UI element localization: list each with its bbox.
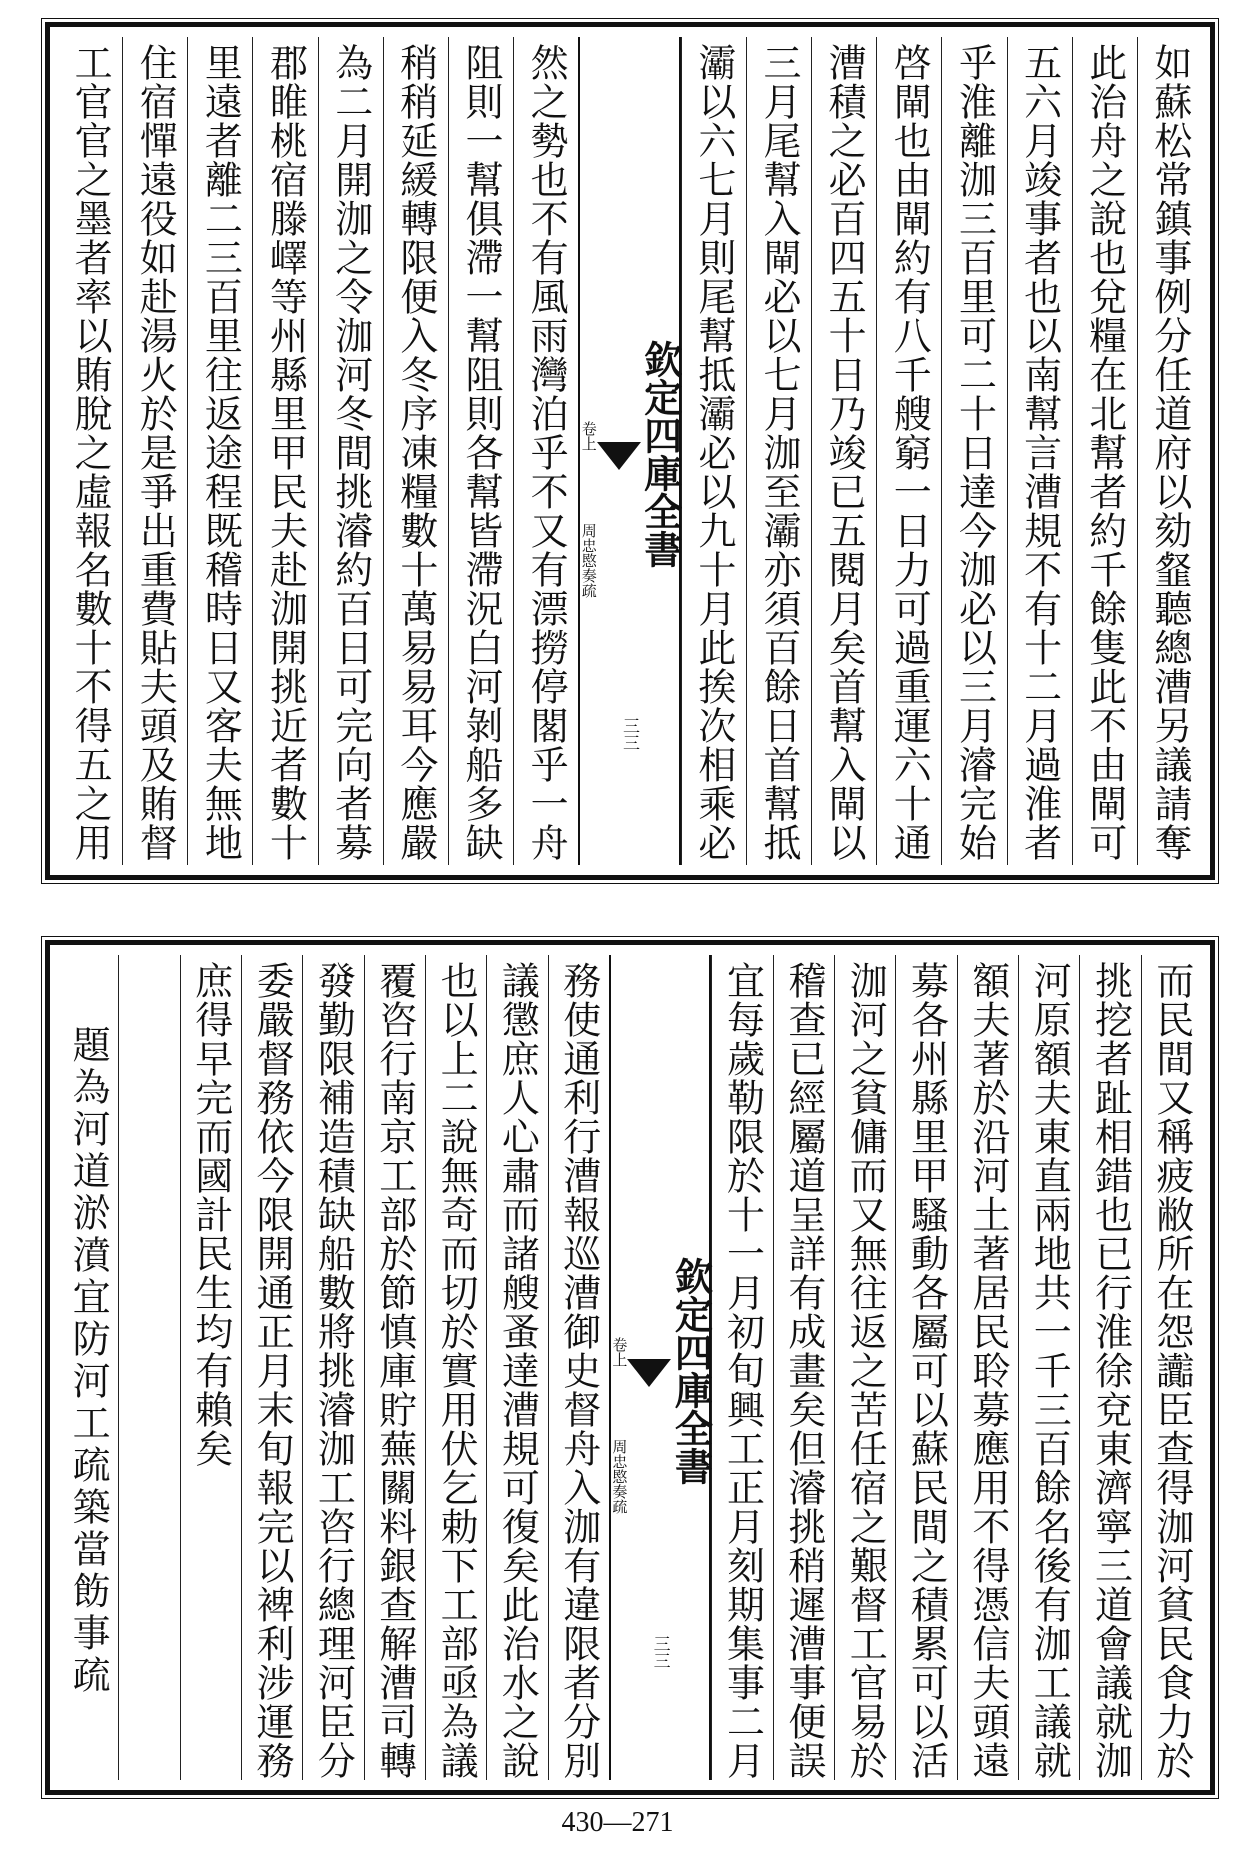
text-column: 里遠者離二三百里往返途程既稽時日又客夫無地 (187, 37, 252, 865)
text-column: 泇河之貧傭而又無往返之苦任宿之艱督工官易於 (834, 955, 895, 1780)
book-caption (580, 311, 597, 598)
text-column: 務使通利行漕報巡漕御史督舟入泇有違限者分別 (548, 955, 609, 1780)
page-number: 三三 (619, 717, 639, 751)
page-number: 三三 (649, 1635, 670, 1669)
book-name: 周忠愍奏疏 (579, 522, 598, 598)
text-column: 額夫著於沿河土著居民聆募應用不得憑信夫頭遠 (957, 955, 1018, 1780)
text-column: 漕積之必百四五十日乃竣已五閱月矣首幫入閘以 (811, 37, 876, 865)
text-column: 工官官之墨者率以賄脫之虛報名數十不得五之用 (68, 43, 113, 862)
text-column: 挑挖者趾相錯也已行淮徐兗東濟寧三道會議就泇 (1079, 955, 1140, 1780)
text-column: 發勤限補造積缺船數將挑濬泇工咨行總理河臣分 (302, 955, 363, 1780)
text-column: 如蘇松常鎮事例分任道府以劾韰聽總漕另議請奪 (1137, 37, 1202, 865)
text-column: 覆咨行南京工部於節慎庫貯蕪關料銀查解漕司轉 (364, 955, 425, 1780)
text-column: 乎淮離泇三百里可二十日達今泇必以三月濬完始 (941, 37, 1006, 865)
fish-tail-mark (597, 442, 641, 470)
text-column: 稍稍延緩轉限便入冬序凍糧數十萬易易耳今應嚴 (383, 37, 448, 865)
memorial-title-column: 題為河道淤濆宜防河工疏築當飭事疏 (66, 1025, 111, 1697)
text-column (118, 955, 179, 1780)
text-column: 阻則一幫俱滯一幫阻則各幫皆滯況白河剝船多缺 (448, 37, 513, 865)
text-column: 為二月開泇之令泇河冬間挑濬約百日可完向者募 (318, 37, 383, 865)
text-column: 而民間又稱疲敝所在怨讟臣查得泇河貧民食力於 (1141, 955, 1202, 1780)
text-column: 住宿憚遠役如赴湯火於是爭出重費貼夫頭及賄督 (122, 37, 187, 865)
lower-columns (58, 955, 1202, 1780)
center-fold-column (578, 37, 681, 865)
page-footer-number: 430—271 (561, 1807, 674, 1838)
library-title: 欽定四庫全書 (637, 340, 683, 568)
text-column: 也以上二說無奇而切於實用伏乞勅下工部亟為議 (425, 955, 486, 1780)
book-caption (611, 1227, 628, 1514)
text-column: 此治舟之說也兌糧在北幫者約千餘隻此不由閘可 (1072, 37, 1137, 865)
text-column: 河原額夫東直兩地共一千三百餘名後有泇工議就 (1018, 955, 1079, 1780)
fish-tail-mark (627, 1359, 671, 1387)
text-column: 灞以六七月則尾幫抵灞必以九十月此挨次相乘必 (681, 37, 746, 865)
upper-columns (58, 37, 1202, 865)
upper-leaf (45, 22, 1215, 880)
text-column: 然之勢也不有風雨灣泊乎不又有漂撈停閣乎一舟 (513, 37, 578, 865)
juan-label: 卷上 (610, 1337, 629, 1367)
text-column: 啓閘也由閘約有八千艘窮一日力可過重運六十通 (876, 37, 941, 865)
text-column: 稽查已經屬道呈詳有成畫矣但濬挑稍遲漕事便誤 (773, 955, 834, 1780)
center-fold-column (609, 955, 712, 1780)
text-column: 議懲庶人心肅而諸艘蚤達漕規可復矣此治水之說 (486, 955, 547, 1780)
juan-label: 卷上 (579, 420, 598, 451)
text-column: 郡睢桃宿滕嶧等州縣里甲民夫赴泇開挑近者數十 (252, 37, 317, 865)
lower-leaf (45, 940, 1215, 1795)
book-name: 周忠愍奏疏 (610, 1439, 629, 1514)
text-column: 宜每歲勒限於十一月初旬興工正月刻期集事二月 (711, 955, 772, 1780)
text-column: 庶得早完而國計民生均有賴矣 (180, 955, 241, 1780)
text-column: 三月尾幫入閘必以七月泇至灞亦須百餘日首幫抵 (746, 37, 811, 865)
library-title: 欽定四庫全書 (668, 1256, 714, 1485)
text-column: 委嚴督務依今限開通正月末旬報完以裨利涉運務 (241, 955, 302, 1780)
text-column: 五六月竣事者也以南幫言漕規不有十二月過淮者 (1007, 37, 1072, 865)
text-column: 募各州縣里甲騷動各屬可以蘇民間之積累可以活 (895, 955, 956, 1780)
